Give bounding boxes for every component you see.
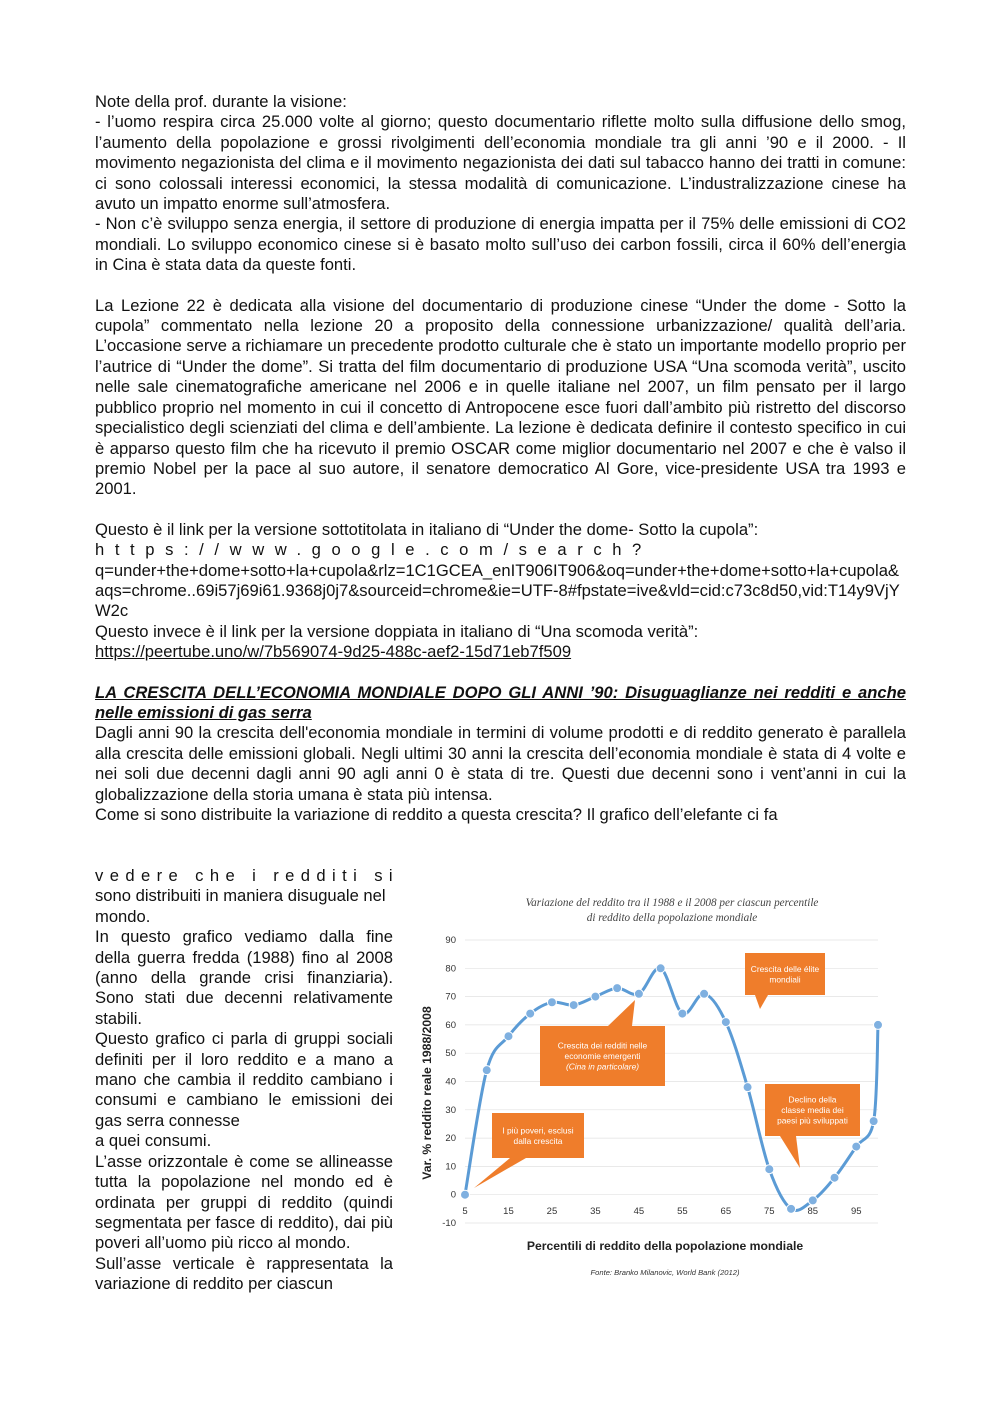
chart-data-point — [721, 1018, 730, 1027]
chart-x-tick-label: 85 — [807, 1206, 819, 1217]
chart-y-axis-label: Var. % reddito reale 1988/2008 — [420, 1006, 434, 1180]
chart-x-tick-label: 5 — [462, 1206, 468, 1217]
notes-paragraph-1: - l’uomo respira circa 25.000 volte al giorno; questo documentario riflette molto sulla diffusione dello smog, l’aumento della popolazione e grossi rivolgimenti dell’economia mondiale tra gli anni ’90 e il 2000. - Il movimento negazionista del clima e il movimento negazionista dei dati sul tabacco hanno dei tratti in comune: ci sono colossali interessi economici, la stessa modalità di comunicazione. L’industralizzazione cinese ha avuto un impatto enorme sull’atmosfera. — [95, 112, 906, 214]
chart-y-tick-label: 0 — [450, 1189, 456, 1201]
chart-callout-text: dalla crescita — [513, 1135, 563, 1146]
lesson-paragraph: La Lezione 22 è dedicata alla visione del documentario di produzione cinese “Under the dome - Sotto la cupola” commentato nella lezione 20 a proposito della connessione urbanizzazione/ qualità dell’aria. L’occasione serve a richiamare un precedente prodotto culturale che è stato un importante modello proprio per l’autrice di “Under the dome”. Si tratta del film documentario di produzione USA “Una scomoda verità”, uscito nelle sale cinematografiche americane nel 2006 e in quelle italiane nel 2007, un film pensato per il largo pubblico proprio nel momento in cui il concetto di Antropocene esce fuori dall’ambito più ristretto del discorso specialistico degli scienziati del clima e dell’ambiente. La lezione è dedicata definire il contesto specifico in cui è apparso questo film che ha ricevuto il premio OSCAR come miglior documentario nel 2007 e che è valso il premio Nobel per la pace al suo autore, il senatore democratico Al Gore, vice-presidente USA tra 1993 e 2001. — [95, 295, 906, 499]
section-paragraph-1: Dagli anni 90 la crescita dell'economia mondiale in termini di volume prodotti e di reddito generato è parallela alla crescita delle emissioni globali. Negli ultimi 30 anni la crescita dell’economia mondiale è stata di 4 volte e nei soli due decenni dagli anni 90 agli anni 0 è stata di tre. Questi due decenni sono i vent’anni in cui la globalizzazione della storia umana è stata più intensa. — [95, 723, 906, 804]
chart-y-tick-label: 40 — [445, 1076, 456, 1088]
chart-y-tick-label: 70 — [445, 991, 456, 1003]
chart-y-tick-label: 60 — [445, 1019, 456, 1031]
chart-data-point — [869, 1117, 878, 1126]
chart-y-tick-label: 20 — [445, 1133, 456, 1145]
chart-y-ticks — [442, 935, 456, 1229]
notes-title: Note della prof. durante la visione: — [95, 92, 347, 111]
chart-data-point — [678, 1009, 687, 1018]
chart-callout-text: economie emergenti — [564, 1051, 641, 1061]
chart-callout-text: I più poveri, esclusi — [502, 1125, 574, 1136]
chart-callout — [765, 1084, 860, 1168]
chart-data-point — [852, 1142, 861, 1151]
chart-callout-pointer — [780, 1136, 800, 1168]
chart-x-tick-label: 65 — [720, 1206, 732, 1217]
chart-callout-pointer — [474, 1158, 526, 1188]
chart-callouts — [474, 953, 860, 1188]
chart-y-tick-label: -10 — [442, 1218, 456, 1229]
chart-data-point — [547, 998, 556, 1007]
section-paragraph-4b: a quei consumi. — [95, 1131, 212, 1151]
chart-callout-pointer — [755, 995, 768, 1009]
chart-callout-text: classe media dei — [781, 1105, 844, 1115]
chart-x-tick-label: 45 — [633, 1206, 645, 1217]
chart-callout-pointer — [608, 1000, 635, 1026]
section-paragraph-2-cont-1: vedere che i redditi si — [95, 866, 399, 885]
chart-y-tick-label: 80 — [445, 963, 456, 975]
notes-paragraph-2: - Non c’è sviluppo senza energia, il settore di produzione di energia impatta per il 75% delle emissioni di CO2 mondiali. Lo sviluppo economico cinese si è basato molto sull’uso dei carbon fossili, circa il 60% dell’energia in Cina è stata data da queste fonti. — [95, 214, 906, 275]
link-url-1-head[interactable]: https://www.google.com/search? — [95, 540, 652, 560]
section-paragraph-6: Sull’asse verticale è rappresentata la variazione di reddito per ciascun — [95, 1253, 393, 1294]
chart-data-point — [700, 989, 709, 998]
chart-callout — [474, 1113, 584, 1188]
section-paragraph-2: Come si sono distribuite la variazione di reddito a questa crescita? Il grafico dell’elefante ci fa — [95, 805, 778, 824]
chart-callout-text: Crescita dei redditi nelle — [557, 1040, 648, 1051]
chart-y-tick-label: 90 — [445, 935, 456, 946]
chart-callout — [745, 953, 825, 1009]
chart-data-point — [830, 1173, 839, 1182]
chart-data-point — [656, 964, 665, 973]
chart-y-tick-label: 10 — [445, 1161, 456, 1173]
chart-data-point — [787, 1204, 796, 1213]
chart-data-point — [569, 1001, 578, 1010]
section-heading: LA CRESCITA DELL’ECONOMIA MONDIALE DOPO GLI ANNI ’90: Disuguaglianze nei redditi e anche nelle emissioni di gas serra — [95, 682, 906, 722]
chart-source: Fonte: Branko Milanovic, World Bank (2012) — [590, 1268, 740, 1277]
link-url-1-rest[interactable]: q=under+the+dome+sotto+la+cupola&rlz=1C1GCEA_enIT906IT906&oq=under+the+dome+sotto+la+cupola&aqs=chrome..69i57j69i61.9368j0j7&sourceid=chrome&ie=UTF-8#fpstate=ive&vld=cid:c73c8d50,vid:T14y9VjYW2c — [95, 560, 900, 621]
chart-x-tick-label: 25 — [546, 1206, 558, 1217]
left-column-text — [95, 866, 399, 1295]
link-intro-1: Questo è il link per la versione sottotitolata in italiano di “Under the dome- Sotto la cupola”: — [95, 519, 759, 539]
chart-data-point — [743, 1083, 752, 1092]
chart-data-point — [613, 984, 622, 993]
chart-data-point — [591, 992, 600, 1001]
chart-x-tick-label: 15 — [503, 1206, 514, 1217]
chart-data-point — [808, 1196, 817, 1205]
chart-x-tick-label: 55 — [677, 1206, 688, 1217]
link-intro-2: Questo invece è il link per la versione doppiata in italiano di “Una scomoda verità”: — [95, 621, 699, 641]
chart-data-point — [874, 1020, 883, 1029]
section-paragraph-5: L’asse orizzontale è come se allineasse tutta la popolazione nel mondo ed è ordinata per gruppi di reddito (quindi segmentata per fasce di reddito), dai più poveri all’uomo più ricco al mondo. — [95, 1151, 393, 1253]
chart-callout-text: (Cina in particolare) — [565, 1061, 640, 1072]
chart-x-axis-label: Percentili di reddito della popolazione mondiale — [526, 1239, 804, 1253]
chart-callout-text: Crescita delle élite — [750, 963, 820, 974]
section-paragraph-2-cont-2: sono distribuiti in maniera disuguale nel mondo. — [95, 886, 386, 926]
chart-title-line-1: Variazione del reddito tra il 1988 e il 2008 per ciascun percentile — [525, 897, 819, 909]
chart-title-line-2: di reddito della popolazione mondiale — [586, 912, 758, 924]
section-paragraph-4: Questo grafico ci parla di gruppi sociali definiti per il loro reddito e a mano a mano che cambia il reddito cambiano i consumi e cambiano le emissioni dei gas serra connesse — [95, 1029, 393, 1130]
chart-y-tick-label: 30 — [445, 1104, 456, 1116]
chart-y-tick-label: 50 — [445, 1048, 456, 1060]
chart-data-point — [504, 1032, 513, 1041]
document-page — [95, 92, 906, 825]
chart-callout-text: paesi più sviluppati — [777, 1115, 848, 1126]
chart-data-point — [765, 1165, 774, 1174]
chart-data-point — [526, 1009, 535, 1018]
chart-data-point — [461, 1190, 470, 1199]
chart-x-tick-label: 95 — [850, 1206, 862, 1217]
elephant-chart-svg — [410, 888, 885, 1283]
chart-data-point — [634, 989, 643, 998]
chart-callout-text: Declino della — [788, 1094, 837, 1105]
link-url-2[interactable]: https://peertube.uno/w/7b569074-9d25-488c-aef2-15d71eb7f509 — [95, 642, 572, 662]
section-paragraph-3: In questo grafico vediamo dalla fine della guerra fredda (1988) fino al 2008 (anno della grande crisi finanziaria). Sono stati due decenni relativamente stabili. — [95, 927, 393, 1028]
chart-callout-text: mondiali — [769, 974, 801, 985]
chart-x-tick-label: 35 — [590, 1206, 601, 1217]
chart-data-point — [482, 1066, 491, 1075]
chart-x-tick-label: 75 — [764, 1206, 775, 1217]
chart-callout — [540, 1000, 665, 1086]
elephant-chart — [410, 888, 885, 1283]
